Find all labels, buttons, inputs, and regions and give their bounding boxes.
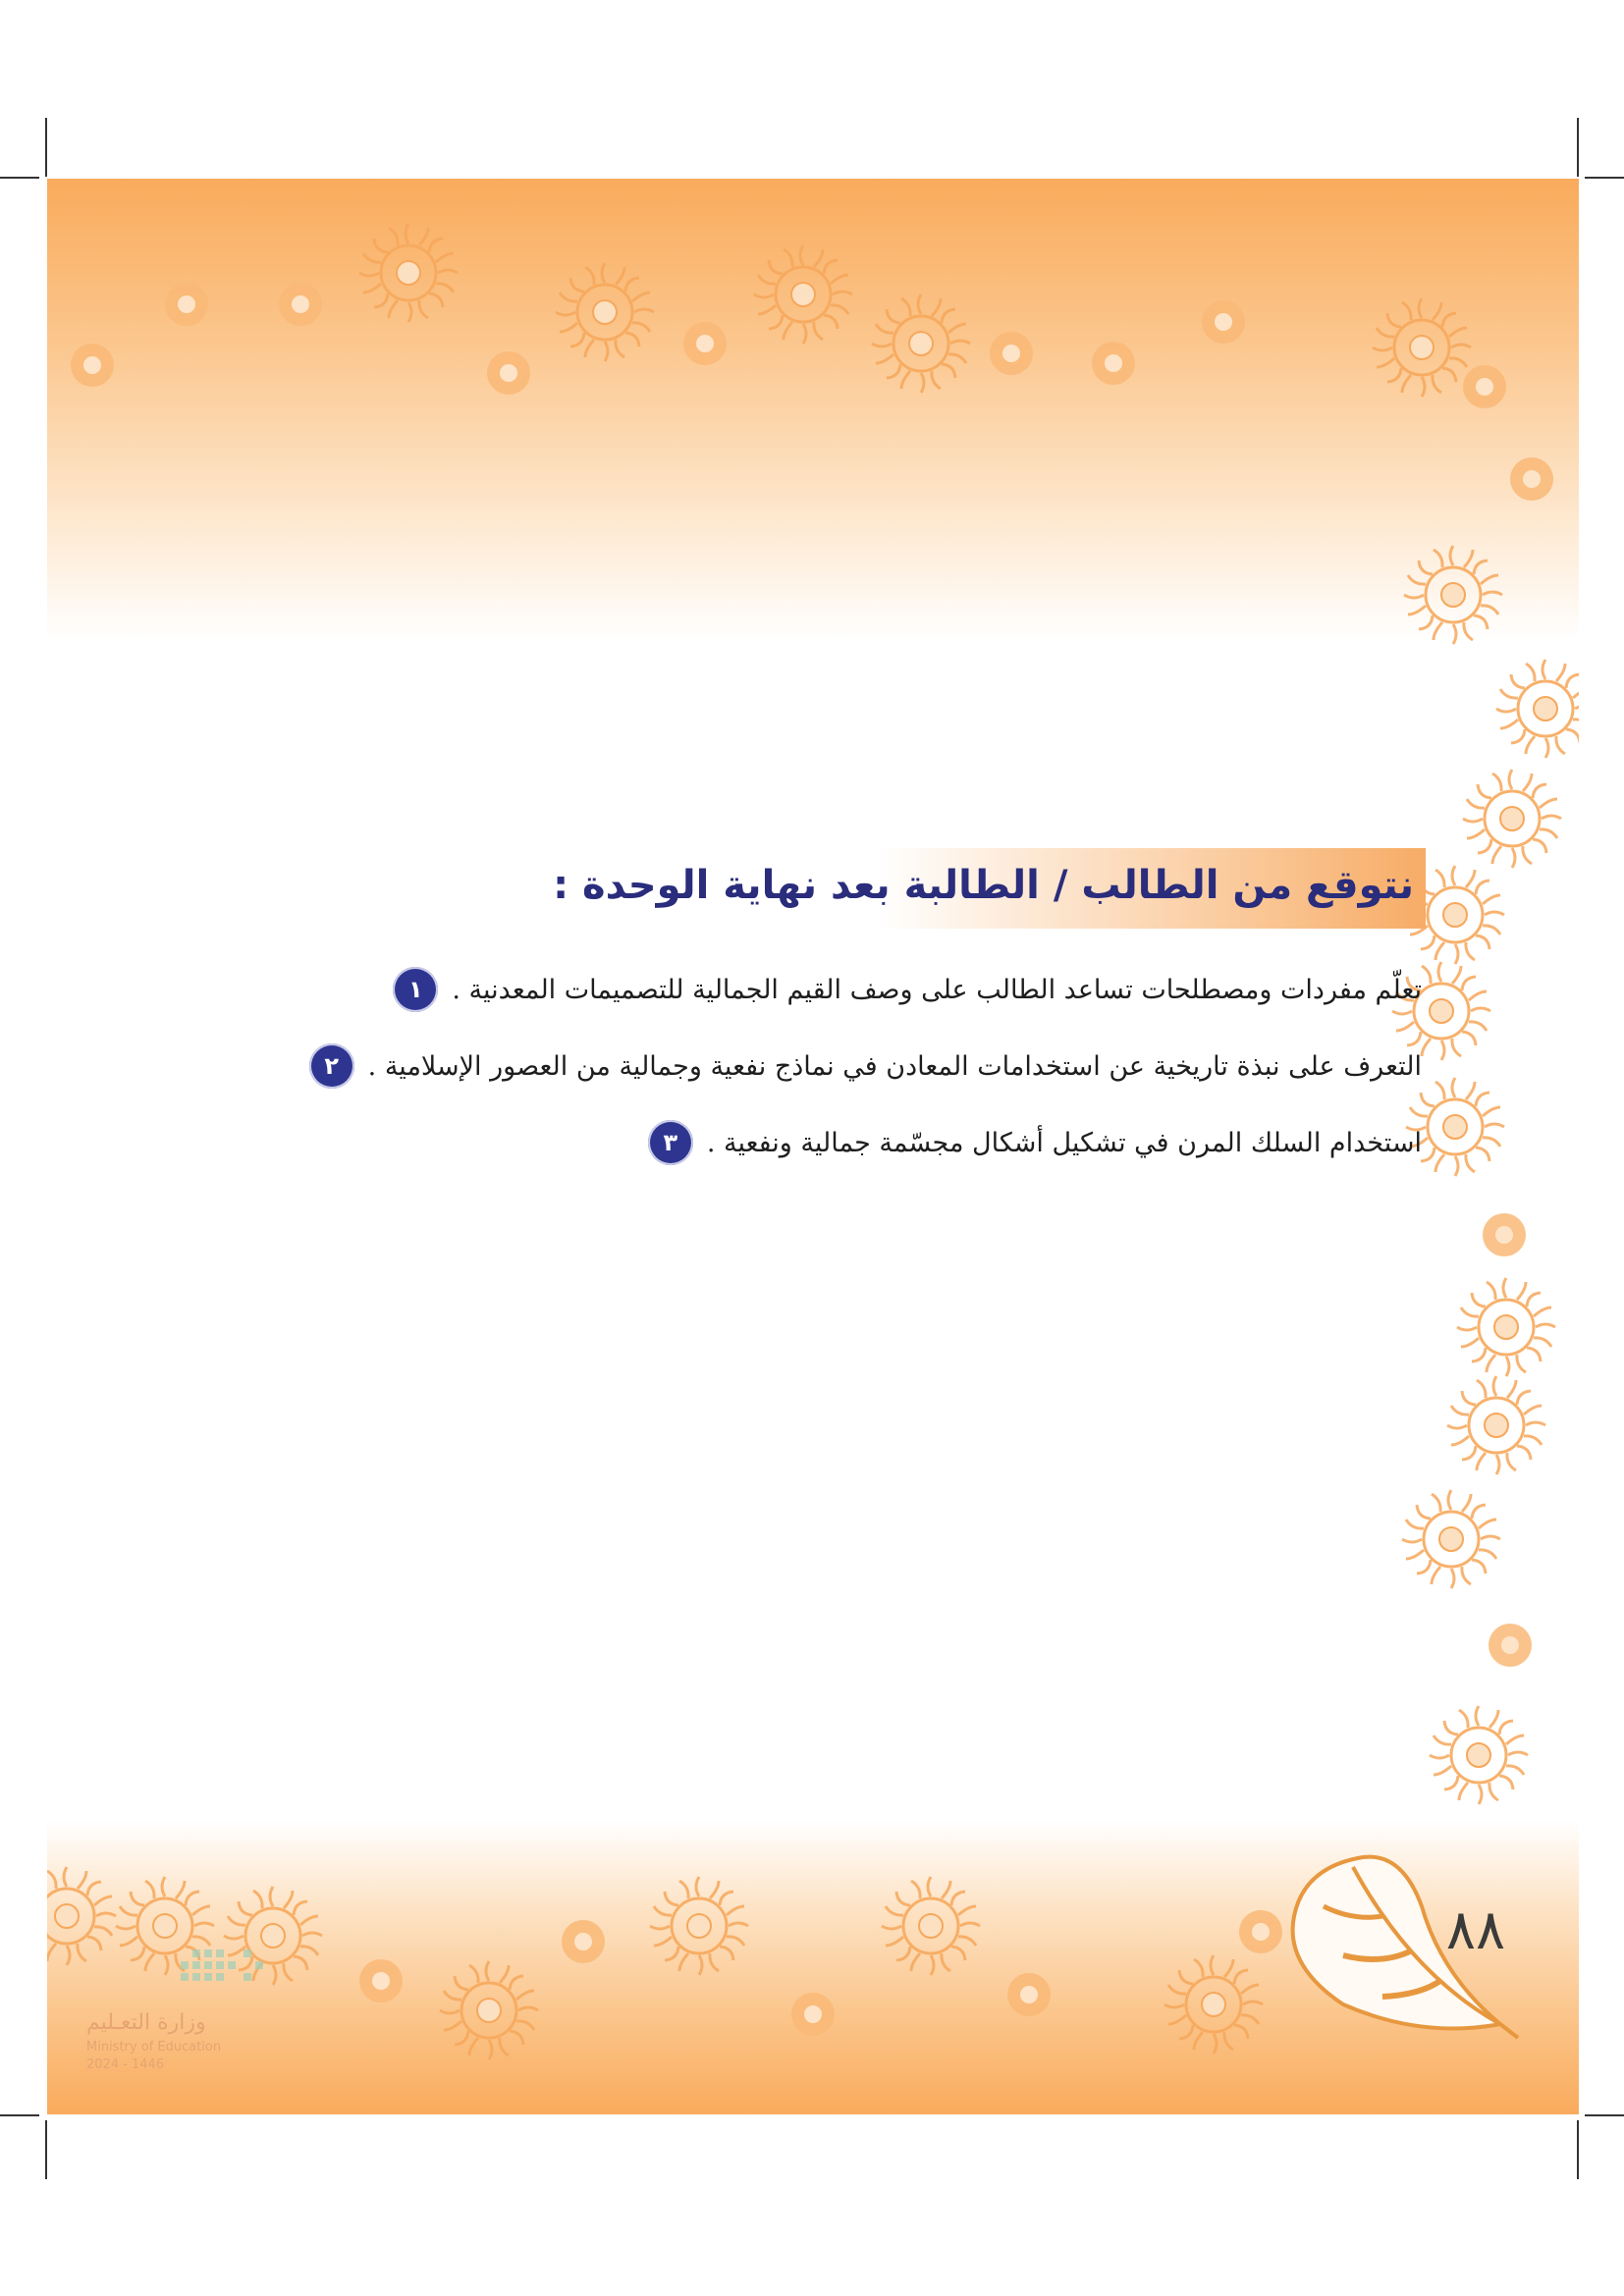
crop-mark (1577, 2120, 1579, 2179)
objective-item (648, 1115, 1422, 1170)
section-heading: نتوقع من الطالب / الطالبة بعد نهاية الوحدة : (553, 863, 1414, 908)
crop-mark (1585, 177, 1624, 179)
objective-text: استخدام السلك المرن في تشكيل أشكال مجسّمة جمالية ونفعية . (706, 1127, 1422, 1158)
ministry-year: 2024 - 1446 (86, 2057, 165, 2072)
objective-item (393, 962, 1422, 1017)
crop-mark (0, 177, 39, 179)
number-badge: ٢ (309, 1043, 354, 1089)
page (47, 179, 1579, 2114)
ministry-name-en: Ministry of Education (86, 2040, 222, 2055)
objective-text: التعرف على نبذة تاريخية عن استخدامات المعادن في نماذج نفعية وجمالية من العصور الإسلامية . (367, 1050, 1422, 1082)
crop-mark (1585, 2114, 1624, 2116)
objective-text: تعلّم مفردات ومصطلحات تساعد الطالب على وصف القيم الجمالية للتصميمات المعدنية . (452, 974, 1422, 1005)
number-badge: ١ (393, 967, 438, 1012)
crop-mark (45, 2120, 47, 2179)
crop-mark (45, 118, 47, 177)
crop-mark (1577, 118, 1579, 177)
crop-mark (0, 2114, 39, 2116)
objective-item (309, 1039, 1422, 1094)
page-number: ٨٨ (1445, 1898, 1506, 1962)
number-badge: ٣ (648, 1120, 693, 1165)
ministry-name-ar: وزارة التعـليم (86, 2010, 206, 2035)
